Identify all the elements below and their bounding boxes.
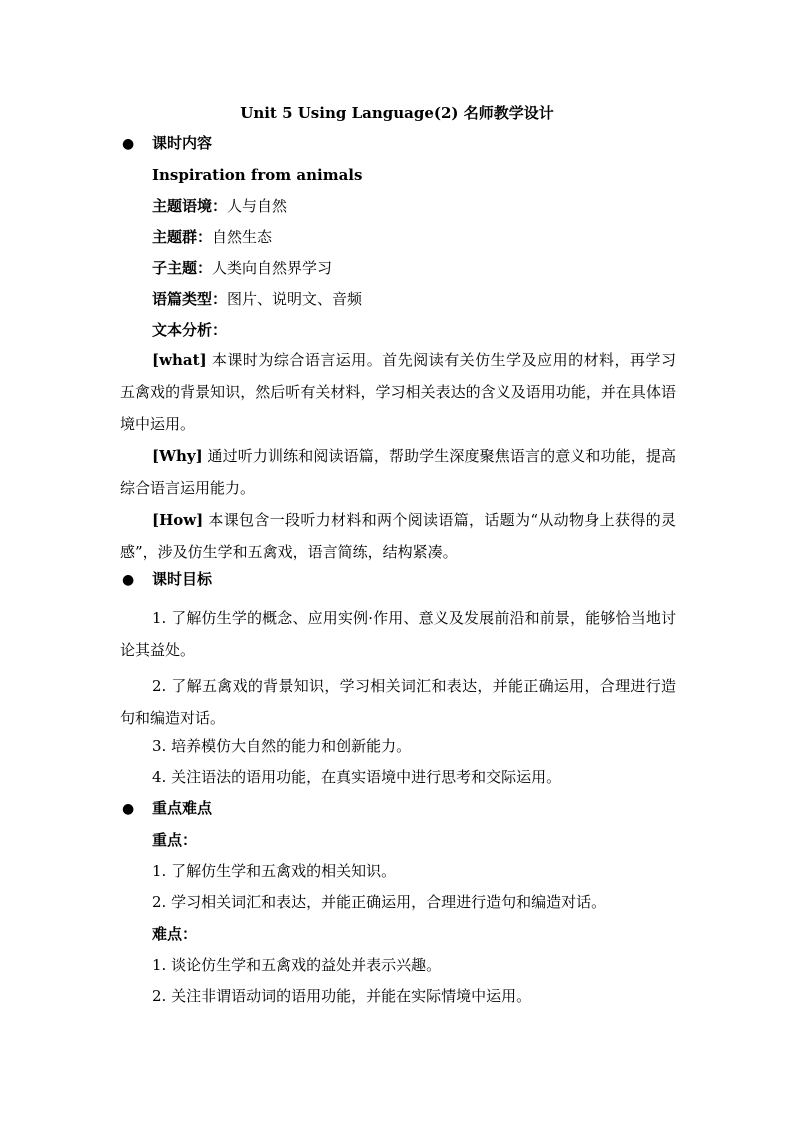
difficult-point-item: 2. 关注非谓语动词的语用功能，并能在实际情境中运用。 xyxy=(152,987,532,1005)
bullet-icon: ● xyxy=(122,572,135,588)
goal-item: 1. 了解仿生学的概念、应用实例·作用、意义及发展前沿和前景，能够恰当地讨论其益处。 xyxy=(120,609,676,659)
bullet-icon: ● xyxy=(122,801,135,817)
section-heading-key-points: ● 重点难点 xyxy=(122,799,213,817)
difficult-points-label: 难点： xyxy=(152,925,198,943)
theme-context-line: 主题语境：人与自然 xyxy=(152,197,288,215)
section-heading-content: ● 课时内容 xyxy=(122,134,213,152)
bullet-icon: ● xyxy=(122,136,135,152)
subtheme-line: 子主题：人类向自然界学习 xyxy=(152,259,333,277)
document-title: Unit 5 Using Language(2) 名师教学设计 xyxy=(240,104,554,122)
analysis-why-paragraph: [Why] 通过听力训练和阅读语篇，帮助学生深度聚焦语言的意义和功能，提高综合语言运用能力。 xyxy=(120,447,676,497)
key-points-label: 重点： xyxy=(152,831,198,849)
discourse-type-line: 语篇类型：图片、说明文、音频 xyxy=(152,290,363,308)
analysis-what-paragraph: [what] 本课时为综合语言运用。首先阅读有关仿生学及应用的材料，再学习五禽戏的背景知识，然后听有关材料，学习相关表达的含义及语用功能，并在具体语境中运用。 xyxy=(120,351,676,433)
goal-item: 4. 关注语法的语用功能，在真实语境中进行思考和交际运用。 xyxy=(152,768,562,786)
analysis-how-paragraph: [How] 本课包含一段听力材料和两个阅读语篇，话题为“从动物身上获得的灵感”，涉及仿生学和五禽戏，语言简练，结构紧凑。 xyxy=(120,511,676,561)
section-heading-goals: ● 课时目标 xyxy=(122,570,213,588)
goal-item: 3. 培养模仿大自然的能力和创新能力。 xyxy=(152,737,412,755)
key-point-item: 2. 学习相关词汇和表达，并能正确运用，合理进行造句和编造对话。 xyxy=(152,893,607,911)
goal-item: 2. 了解五禽戏的背景知识，学习相关词汇和表达，并能正确运用，合理进行造句和编造对话。 xyxy=(120,677,676,727)
lesson-topic: Inspiration from animals xyxy=(152,166,363,184)
theme-group-line: 主题群：自然生态 xyxy=(152,228,273,246)
text-analysis-label: 文本分析： xyxy=(152,321,228,339)
difficult-point-item: 1. 谈论仿生学和五禽戏的益处并表示兴趣。 xyxy=(152,956,442,974)
key-point-item: 1. 了解仿生学和五禽戏的相关知识。 xyxy=(152,862,397,880)
